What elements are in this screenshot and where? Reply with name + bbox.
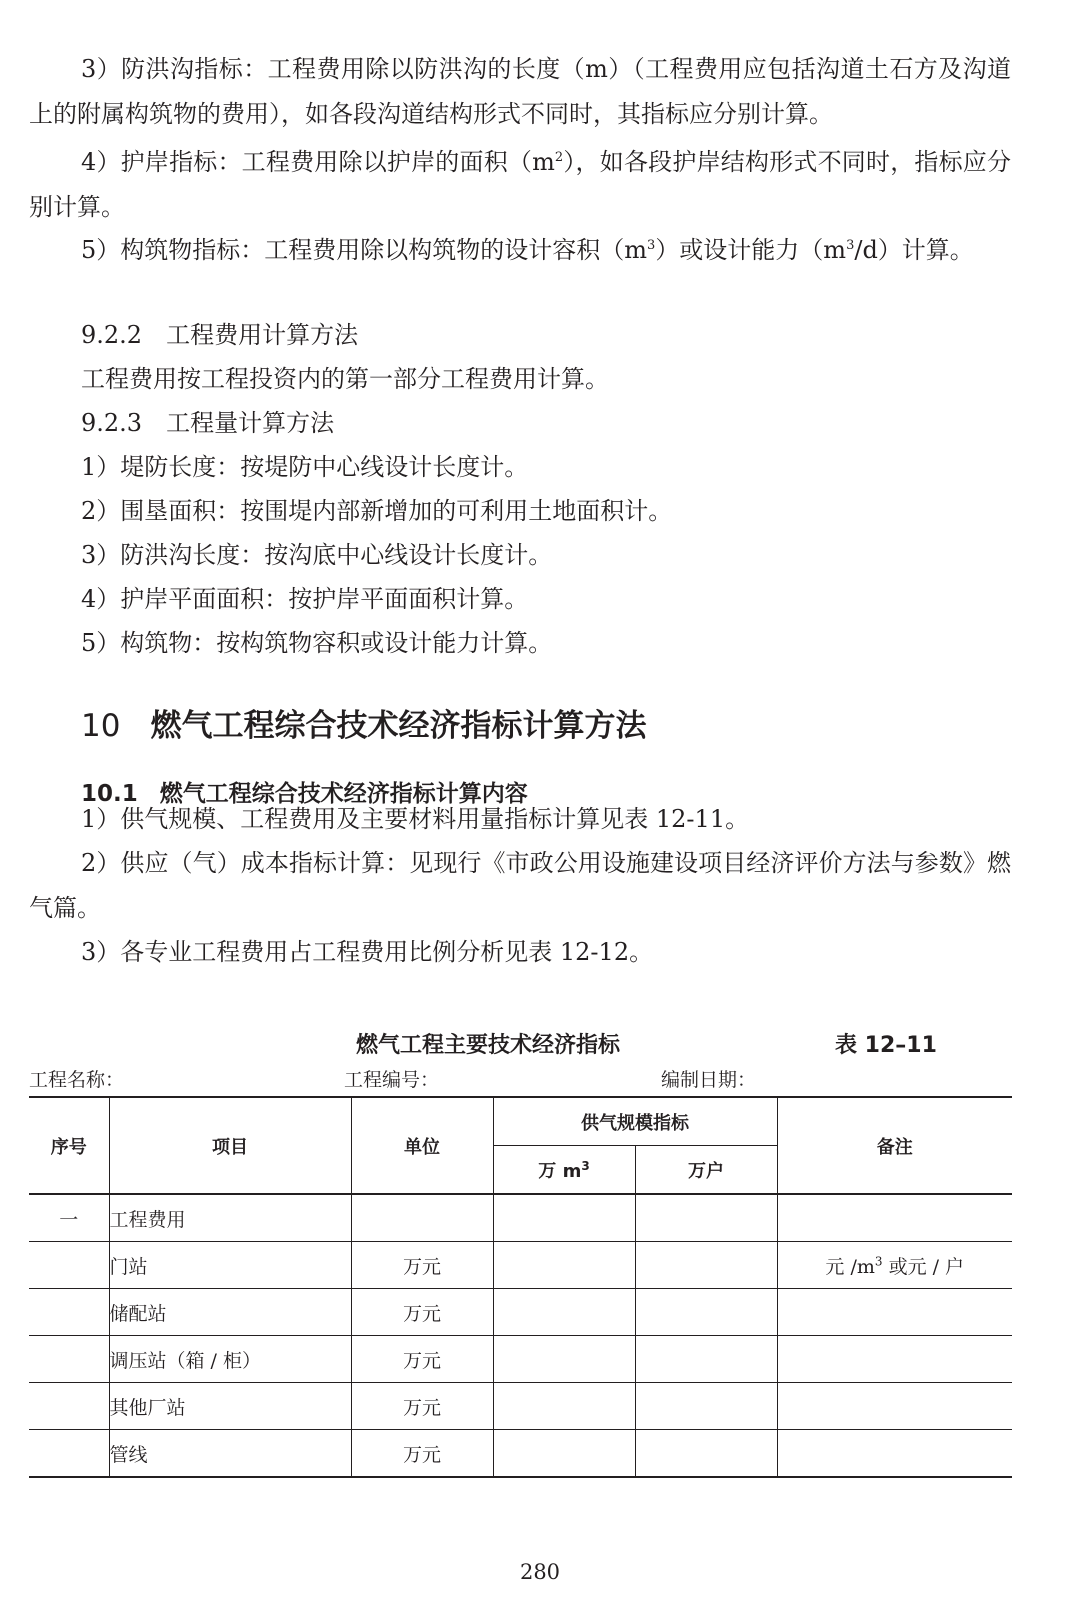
cell-10k-m3 [493,1430,635,1478]
cell-10k-m3 [493,1289,635,1336]
note-text-a: 元 /m [825,1255,875,1278]
cell-note [777,1430,1012,1478]
page-number: 280 [519,1560,561,1584]
cell-10k-households [635,1242,777,1289]
table-row [29,1194,1012,1242]
cell-note [777,1242,1012,1289]
cell-unit: 万元 [351,1430,493,1478]
cell-seq [29,1430,109,1478]
list-item: 3）各专业工程费用占工程费用比例分析见表 12-12。 [81,938,654,966]
revetment-indicator-paragraph [29,136,1011,229]
cell-10k-households [635,1383,777,1430]
cell-unit: 万元 [351,1383,493,1430]
header-item: 项目 [109,1097,351,1194]
structure-indicator-text-c: /d）计算。 [854,236,974,264]
revetment-sup: 2 [554,150,564,165]
cell-note [777,1336,1012,1383]
compile-date-label: 编制日期： [661,1069,757,1091]
cell-seq [29,1289,109,1336]
cell-unit: 万元 [351,1336,493,1383]
cell-10k-m3 [493,1383,635,1430]
section-922-text: 工程费用按工程投资内的第一部分工程费用计算。 [81,365,609,393]
cell-10k-households [635,1430,777,1478]
cell-note [777,1289,1012,1336]
cell-seq [29,1242,109,1289]
header-unit: 单位 [351,1097,493,1194]
cell-10k-m3 [493,1194,635,1242]
table-row [29,1289,1012,1336]
section-922-heading: 9.2.2 工程费用计算方法 [81,321,359,349]
cell-10k-households [635,1336,777,1383]
header-10k-m3-text: 万 m [538,1160,582,1182]
section-number: 10.1 [81,781,138,807]
cell-item: 工程费用 [109,1194,351,1242]
cell-item: 管线 [109,1430,351,1478]
note-sup: 3 [874,1254,883,1269]
cell-note [777,1194,1012,1242]
structure-indicator-text-b: ）或设计能力（m [655,236,847,264]
project-name-label: 工程名称： [29,1069,125,1091]
revetment-indicator-text-a: 4）护岸指标：工程费用除以护岸的面积（m [81,148,555,176]
gas-indicator-table [29,1096,1012,1478]
structure-indicator-text-a: 5）构筑物指标：工程费用除以构筑物的设计容积（m [81,236,648,264]
table-row [29,1383,1012,1430]
list-item: 5）构筑物：按构筑物容积或设计能力计算。 [81,629,553,657]
cell-10k-m3 [493,1336,635,1383]
table-row [29,1242,1012,1289]
list-item: 2）围垦面积：按围堤内部新增加的可利用土地面积计。 [81,497,673,525]
revetment-indicator-text-b: ），如各段护岸结构形式不同时，指标应分别计算。 [29,148,1011,221]
section-923-heading: 9.2.3 工程量计算方法 [81,409,335,437]
table-title: 燃气工程主要技术经济指标 [356,1033,621,1058]
flood-ditch-indicator-paragraph [29,47,1011,136]
cell-item: 储配站 [109,1289,351,1336]
structure-sup-2: 3 [846,238,855,253]
chapter-number: 10 [81,708,121,744]
structure-sup-1: 3 [647,238,656,253]
table-number: 表 12–11 [835,1033,937,1058]
section-title: 燃气工程综合技术经济指标计算内容 [159,781,528,807]
header-supply-scale: 供气规模指标 [493,1097,777,1146]
table-row [29,1430,1012,1478]
cell-unit: 万元 [351,1289,493,1336]
cell-seq: 一 [29,1194,109,1242]
cell-note [777,1383,1012,1430]
cell-10k-households [635,1194,777,1242]
cell-item: 其他厂站 [109,1383,351,1430]
list-item: 3）防洪沟长度：按沟底中心线设计长度计。 [81,541,553,569]
cell-seq [29,1336,109,1383]
list-item: 1）供气规模、工程费用及主要材料用量指标计算见表 12-11。 [81,805,750,833]
header-note: 备注 [777,1097,1012,1194]
note-text-b: 或元 / 户 [882,1255,965,1278]
cell-item: 门站 [109,1242,351,1289]
cell-10k-households [635,1289,777,1336]
list-item: 1）堤防长度：按堤防中心线设计长度计。 [81,453,529,481]
supply-cost-text: 2）供应（气）成本指标计算：见现行《市政公用设施建设项目经济评价方法与参数》燃气篇。 [29,849,1011,922]
chapter-title: 燃气工程综合技术经济指标计算方法 [150,708,647,744]
table-row [29,1336,1012,1383]
supply-cost-paragraph [29,841,1011,930]
header-10k-m3-sup: 3 [581,1158,590,1173]
header-10k-m3 [493,1146,635,1195]
flood-ditch-indicator-text: 3）防洪沟指标：工程费用除以防洪沟的长度（m）（工程费用应包括沟道土石方及沟道上的附属构筑物的费用），如各段沟道结构形式不同时，其指标应分别计算。 [29,55,1011,128]
cell-unit: 万元 [351,1242,493,1289]
cell-10k-m3 [493,1242,635,1289]
structure-indicator-paragraph [29,224,1011,273]
cell-unit [351,1194,493,1242]
project-code-label: 工程编号： [344,1069,440,1091]
header-seq: 序号 [29,1097,109,1194]
cell-seq [29,1383,109,1430]
header-10k-households: 万户 [635,1146,777,1195]
list-item: 4）护岸平面面积：按护岸平面面积计算。 [81,585,529,613]
cell-item: 调压站（箱 / 柜） [109,1336,351,1383]
chapter-10-heading [81,700,646,745]
